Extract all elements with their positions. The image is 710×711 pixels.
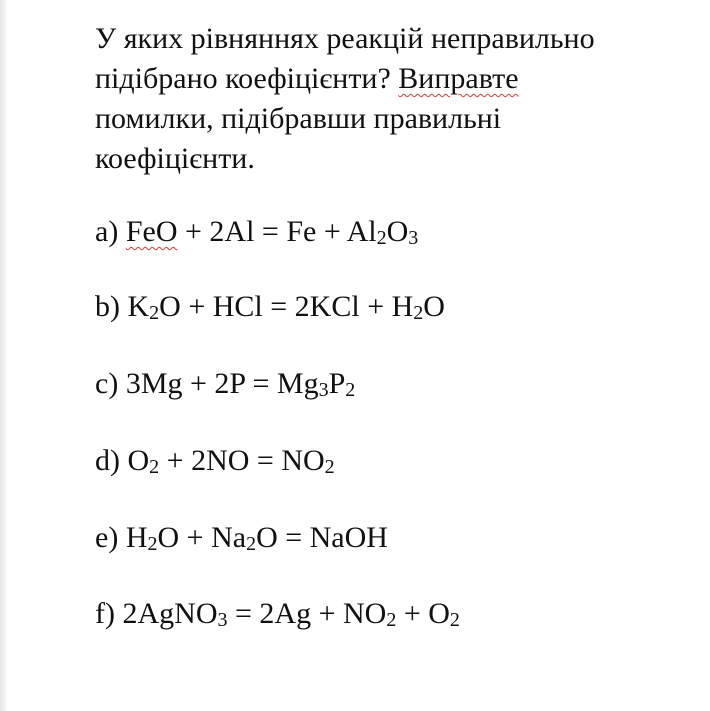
equation-d-sub: 2 [149, 456, 160, 478]
equation-c-text: P [328, 367, 346, 400]
equation-f-text: = 2Ag + NO [227, 597, 387, 630]
task-line-4: коефіцієнти. [95, 142, 255, 175]
task-line-1: У яких рівняннях реакцій неправильно [95, 22, 595, 55]
equation-d [95, 441, 335, 481]
equation-e-sub: 2 [147, 533, 158, 555]
equation-e-label: e) [95, 521, 126, 554]
equation-d-sub: 2 [324, 456, 335, 478]
equation-b-sub: 2 [149, 302, 160, 324]
equation-b-label: b) [95, 290, 128, 323]
equation-e [95, 518, 388, 558]
equation-b-sub: 2 [413, 302, 424, 324]
equation-e-text: O + Na [157, 521, 247, 554]
equation-d-text: O [127, 444, 150, 477]
equation-e-sub: 2 [246, 533, 257, 555]
equation-f-label: f) [95, 597, 123, 630]
equation-e-text: H [125, 521, 148, 554]
equation-b-text: O [423, 290, 445, 323]
equation-a-label: a) [95, 215, 126, 248]
task-line-3: помилки, підібравши правильні [95, 102, 502, 135]
equation-c-text: 3Mg + 2P = Mg [125, 367, 319, 400]
equation-c-label: c) [95, 367, 126, 400]
task-line-2 [95, 59, 695, 99]
equation-f-sub: 2 [386, 609, 397, 631]
equation-c-sub: 2 [345, 379, 356, 401]
equation-a [95, 212, 418, 252]
task-word-vyprawte: Виправте [398, 62, 519, 95]
equation-a-text: O [386, 215, 409, 248]
equation-a-sub: 3 [408, 227, 419, 249]
document-page [6, 0, 710, 711]
equation-f-sub: 2 [449, 609, 460, 631]
equation-d-label: d) [95, 444, 128, 477]
equation-f-text: 2AgNO [122, 597, 218, 630]
task-line-2-text: підібрано коефіцієнти? [95, 62, 399, 95]
equation-e-text: O = NaOH [256, 521, 388, 554]
equation-f-sub: 3 [217, 609, 228, 631]
equation-a-feo: FeO [125, 215, 178, 248]
equation-b-text: K [127, 290, 150, 323]
equation-d-text: + 2NO = NO [159, 444, 325, 477]
equation-a-sub: 2 [376, 227, 387, 249]
equation-c-sub: 3 [318, 379, 329, 401]
task-text [95, 19, 695, 179]
equation-c [95, 364, 355, 404]
equation-b-text: O + HCl = 2KCl + H [159, 290, 414, 323]
equation-b [95, 287, 445, 327]
equation-f-text: + O [396, 597, 450, 630]
equation-f [95, 594, 460, 634]
equation-a-text: + 2Al = Fe + Al [177, 215, 377, 248]
